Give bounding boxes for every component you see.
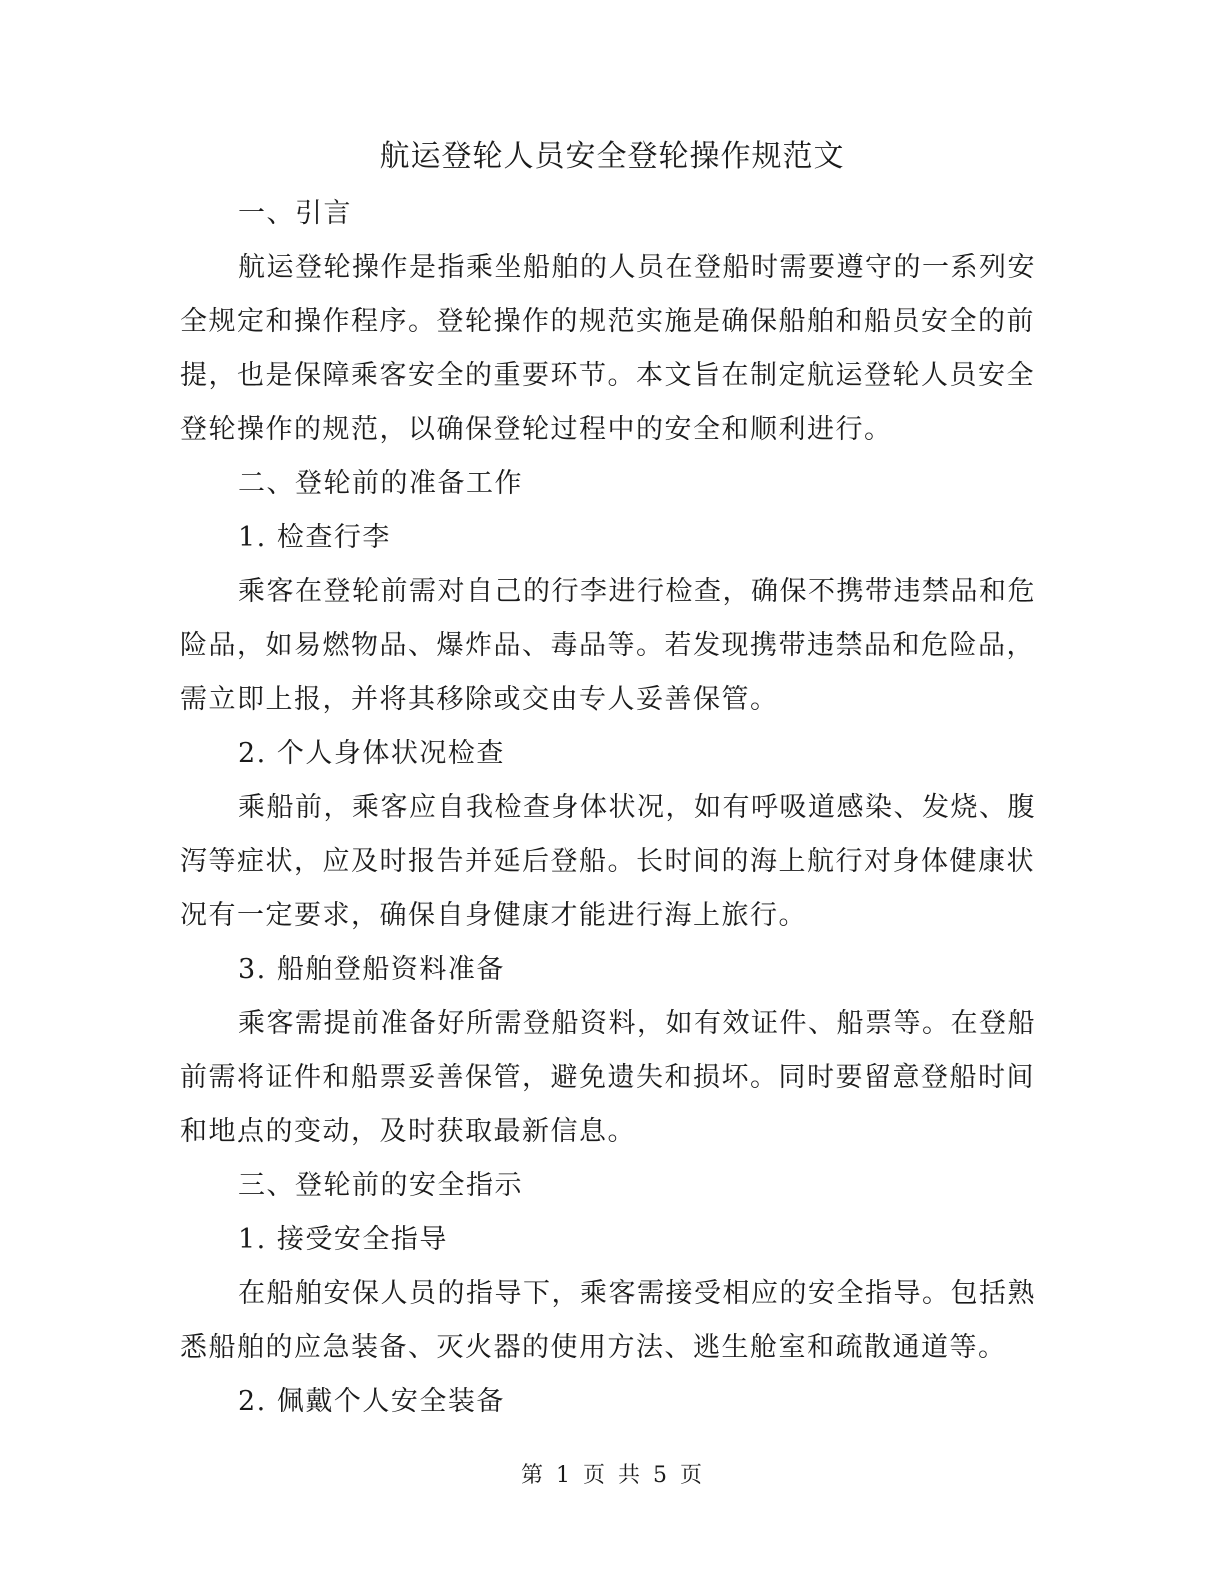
page-unit: 页 (582, 1463, 606, 1488)
paragraph-line: 需立即上报，并将其移除或交由专人妥善保管。 (180, 684, 779, 715)
paragraph-line: 乘客在登轮前需对自己的行李进行检查，确保不携带违禁品和危 (238, 576, 1036, 607)
paragraph-line: 悉船舶的应急装备、灭火器的使用方法、逃生舱室和疏散通道等。 (180, 1332, 1007, 1363)
paragraph-line: 在船舶安保人员的指导下，乘客需接受相应的安全指导。包括熟 (238, 1278, 1036, 1309)
paragraph-line: 乘客需提前准备好所需登船资料，如有效证件、船票等。在登船 (238, 1008, 1036, 1039)
paragraph-line: 险品，如易燃物品、爆炸品、毒品等。若发现携带违禁品和危险品， (180, 630, 1035, 661)
paragraph-line: 泻等症状，应及时报告并延后登船。长时间的海上航行对身体健康状 (180, 846, 1035, 877)
paragraph-line: 提，也是保障乘客安全的重要环节。本文旨在制定航运登轮人员安全 (180, 360, 1035, 391)
document-title: 航运登轮人员安全登轮操作规范文 (379, 139, 845, 174)
page-number: 1 (555, 1463, 571, 1488)
subsection-heading: 2. 佩戴个人安全装备 (238, 1386, 505, 1417)
paragraph-line: 登轮操作的规范，以确保登轮过程中的安全和顺利进行。 (180, 414, 893, 445)
subsection-heading: 2. 个人身体状况检查 (238, 738, 505, 769)
paragraph-line: 况有一定要求，确保自身健康才能进行海上旅行。 (180, 900, 807, 931)
page-prefix: 第 (520, 1463, 544, 1488)
section-heading-preparation: 二、登轮前的准备工作 (238, 468, 523, 499)
total-pages: 5 (653, 1463, 669, 1488)
paragraph-line: 航运登轮操作是指乘坐船舶的人员在登船时需要遵守的一系列安 (238, 252, 1036, 283)
paragraph-line: 和地点的变动，及时获取最新信息。 (180, 1116, 636, 1147)
subsection-heading: 3. 船舶登船资料准备 (238, 954, 505, 985)
paragraph-line: 全规定和操作程序。登轮操作的规范实施是确保船舶和船员安全的前 (180, 306, 1035, 337)
section-heading-safety: 三、登轮前的安全指示 (238, 1170, 523, 1201)
page-footer (0, 1458, 1224, 1494)
subsection-heading: 1. 检查行李 (238, 522, 391, 553)
paragraph-line: 前需将证件和船票妥善保管，避免遗失和损坏。同时要留意登船时间 (180, 1062, 1035, 1093)
section-heading-intro: 一、引言 (238, 198, 352, 229)
paragraph-line: 乘船前，乘客应自我检查身体状况，如有呼吸道感染、发烧、腹 (238, 792, 1036, 823)
total-unit: 页 (680, 1463, 704, 1488)
subsection-heading: 1. 接受安全指导 (238, 1224, 448, 1255)
total-prefix: 共 (618, 1463, 642, 1488)
